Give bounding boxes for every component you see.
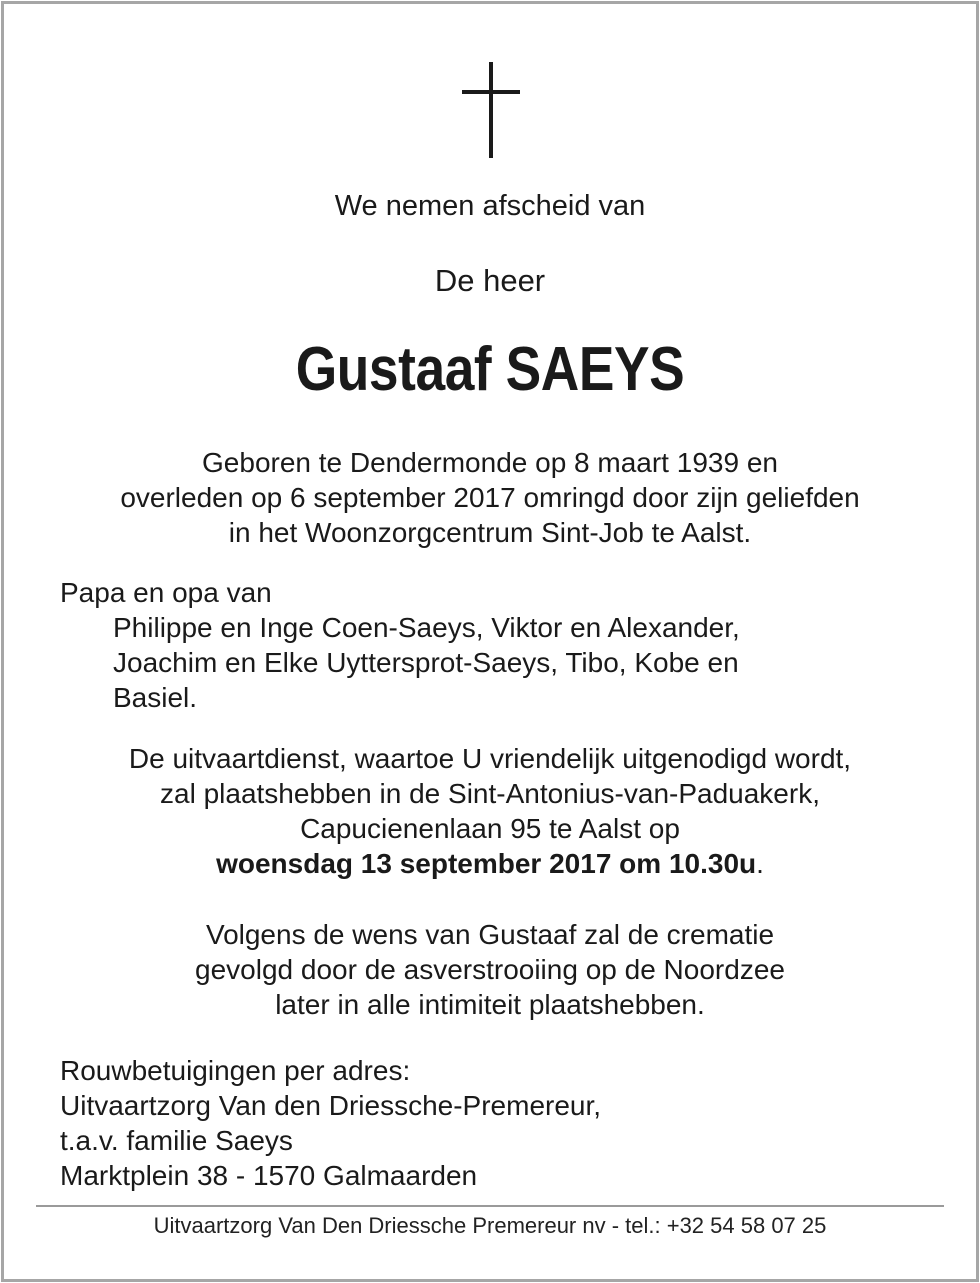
- funeral-service-text: [0, 741, 980, 881]
- deceased-name: Gustaaf SAEYS: [295, 335, 685, 404]
- address-line: Marktplein 38 - 1570 Galmaarden: [60, 1160, 478, 1191]
- wish-line: later in alle intimiteit plaatshebben.: [275, 989, 705, 1020]
- birth-death-line: in het Woonzorgcentrum Sint-Job te Aalst.: [228, 517, 752, 548]
- service-line: zal plaatshebben in de Sint-Antonius-van-Paduakerk,: [160, 778, 820, 809]
- service-date: woensdag 13 september 2017 om 10.30u: [216, 848, 757, 879]
- wish-line: Volgens de wens van Gustaaf zal de crematie: [205, 919, 775, 950]
- birth-death-line: overleden op 6 september 2017 omringd door zijn geliefden: [120, 482, 860, 513]
- address-line: Rouwbetuigingen per adres:: [60, 1055, 411, 1086]
- funeral-home-footer: Uitvaartzorg Van Den Driessche Premereur nv - tel.: +32 54 58 07 25: [153, 1213, 827, 1238]
- address-line: t.a.v. familie Saeys: [60, 1125, 293, 1156]
- footer-divider: [36, 1205, 944, 1207]
- condolence-address: [60, 1053, 601, 1193]
- birth-death-text: [0, 445, 980, 550]
- family-heading: Papa en opa van: [60, 577, 272, 608]
- cremation-wish-text: [0, 917, 980, 1022]
- service-line: Capucienenlaan 95 te Aalst op: [300, 813, 680, 844]
- service-date-suffix: .: [756, 848, 764, 879]
- service-line: De uitvaartdienst, waartoe U vriendelijk uitgenodigd wordt,: [128, 743, 852, 774]
- family-list: [113, 610, 740, 715]
- birth-death-line: Geboren te Dendermonde op 8 maart 1939 en: [202, 447, 778, 478]
- wish-line: gevolgd door de asverstrooiing op de Noordzee: [195, 954, 785, 985]
- family-line: Philippe en Inge Coen-Saeys, Viktor en Alexander,: [113, 612, 740, 643]
- address-line: Uitvaartzorg Van den Driessche-Premereur,: [60, 1090, 602, 1121]
- intro-text: We nemen afscheid van: [334, 190, 646, 222]
- honorific: De heer: [434, 263, 546, 298]
- family-line: Basiel.: [113, 682, 198, 713]
- family-line: Joachim en Elke Uyttersprot-Saeys, Tibo, Kobe en: [113, 647, 739, 678]
- service-date-line: [0, 846, 980, 881]
